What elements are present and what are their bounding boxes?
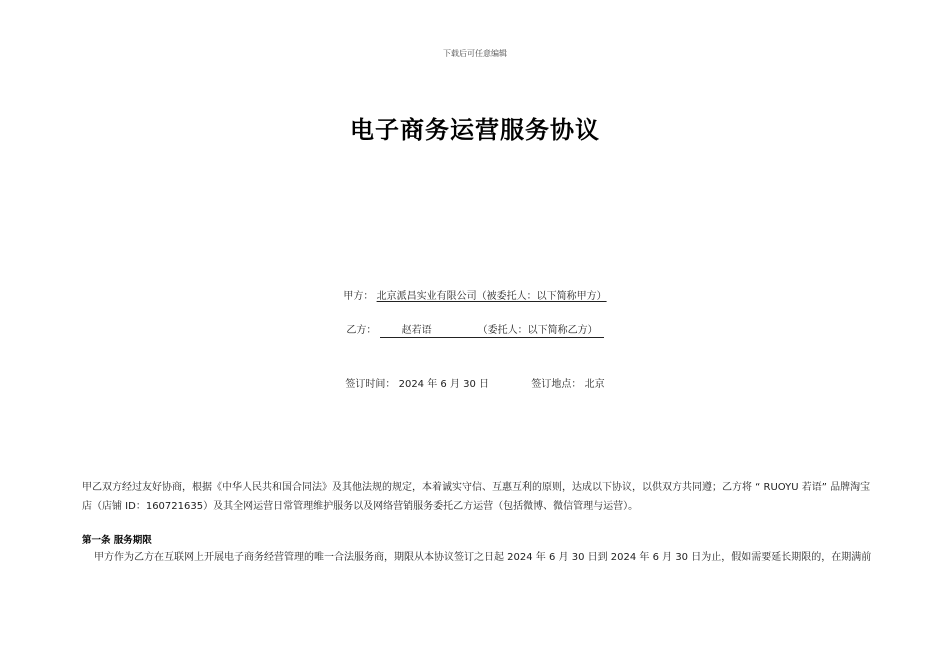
signing-info bbox=[0, 375, 950, 390]
party-b-line bbox=[0, 321, 950, 338]
download-note: 下载后可任意编辑 bbox=[443, 49, 507, 58]
party-b-note: （委托人：以下简称乙方） bbox=[477, 325, 598, 336]
signing-place-label: 签订地点： bbox=[531, 379, 582, 390]
party-b-name: 赵若语 bbox=[401, 325, 432, 336]
signing-time-value: 2024 年 6 月 30 日 bbox=[398, 379, 490, 390]
party-a-label: 甲方： bbox=[343, 291, 374, 302]
party-b-label: 乙方： bbox=[346, 325, 377, 336]
document-title: 电子商务运营服务协议 bbox=[350, 116, 600, 144]
signing-time-label: 签订时间： bbox=[345, 379, 396, 390]
section-1-heading: 第一条 服务期限 bbox=[82, 535, 152, 546]
party-a-line bbox=[0, 287, 950, 302]
party-a-value: 北京派昌实业有限公司（被委托人：以下简称甲方） bbox=[376, 291, 607, 302]
section-1-text: 甲方作为乙方在互联网上开展电子商务经营管理的唯一合法服务商，期限从本协议签订之日起 2024 年 6 月 30 日到 2024 年 6 月 30 日为止，假如需要延长期限的，在期满前 bbox=[94, 552, 872, 563]
intro-paragraph: 甲乙双方经过友好协商，根据《中华人民共和国合同法》及其他法规的规定，本着诚实守信、互惠互利的原则，达成以下协议，以供双方共同遵；乙方将 “ RUOYU 若语” 品牌淘宝店（店铺 ID：160721635）及其全网运营日常管理维护服务以及网络营销服务委托乙方运营（包括微博、微信管理与运营）。 bbox=[82, 482, 871, 512]
signing-place-value: 北京 bbox=[584, 379, 605, 390]
party-b-underline bbox=[380, 325, 604, 338]
